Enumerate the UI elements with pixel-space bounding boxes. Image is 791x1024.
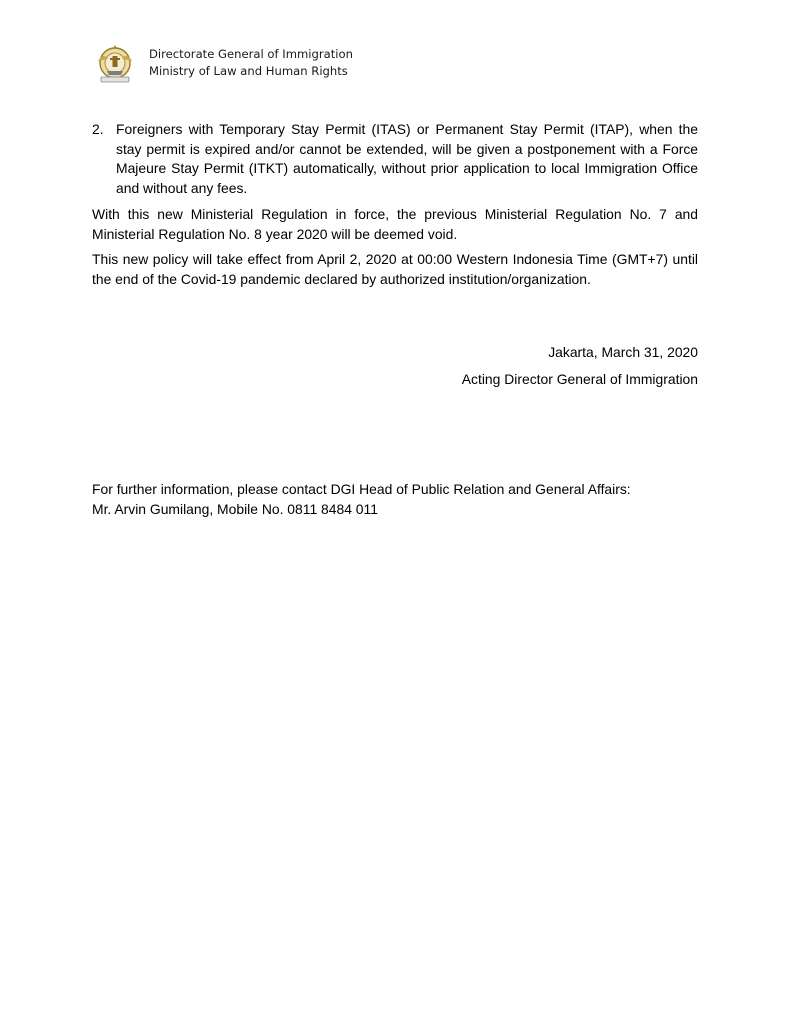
signature-title: Acting Director General of Immigration: [461, 371, 698, 387]
paragraph-effective-date: This new policy will take effect from April 2, 2020 at 00:00 Western Indonesia Time (GMT+7) until the end of the Covid-19 pandemic declared by authorized institution/organization.: [92, 251, 698, 287]
list-item-text: Foreigners with Temporary Stay Permit (ITAS) or Permanent Stay Permit (ITAP), when the stay permit is expired and/or cannot be extended, will be given a postponement with a Force Majeure Stay Permit (ITKT) automatically, without prior application to local Immigration Office and without any fees.: [116, 121, 698, 196]
contact-line-1: For further information, please contact DGI Head of Public Relation and General Affairs:: [92, 481, 631, 497]
list-item-number: 2.: [92, 121, 104, 137]
immigration-emblem-icon: [92, 42, 138, 86]
letterhead-line-1: Directorate General of Immigration: [149, 47, 353, 61]
letterhead: [92, 42, 392, 88]
organization-name: [149, 46, 353, 80]
signature-place-date: Jakarta, March 31, 2020: [548, 344, 698, 360]
contact-info: [92, 480, 712, 519]
letterhead-line-2: Ministry of Law and Human Rights: [149, 64, 348, 78]
contact-line-2: Mr. Arvin Gumilang, Mobile No. 0811 8484 011: [92, 500, 378, 517]
paragraph-regulation-void: With this new Ministerial Regulation in force, the previous Ministerial Regulation No. 7 and Ministerial Regulation No. 8 year 2020 will be deemed void.: [92, 206, 698, 242]
